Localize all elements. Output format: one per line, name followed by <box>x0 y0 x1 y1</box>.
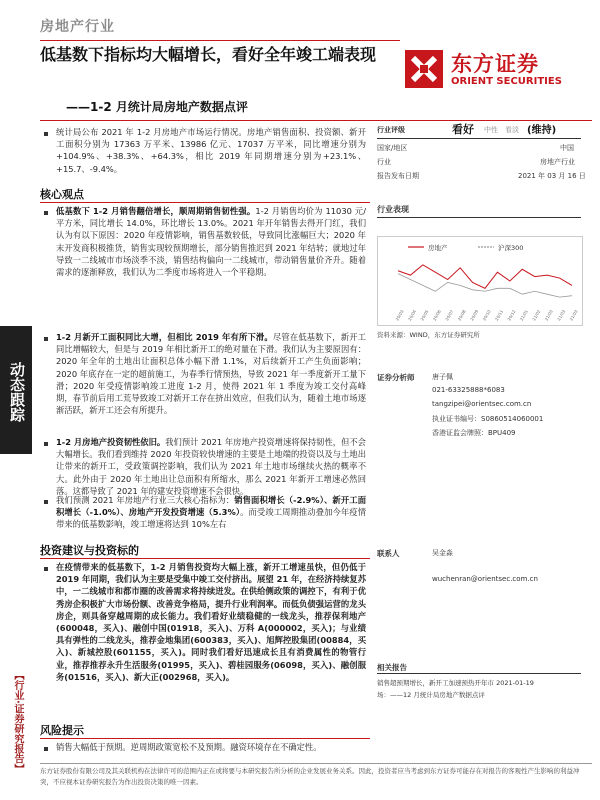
x-tick-label: 21/03 <box>543 309 554 322</box>
legend-label-1: 沪深300 <box>498 244 524 252</box>
x-tick-label: 20/09 <box>469 309 480 322</box>
core-p3-lead: 1-2 月房地产投资韧性依旧。 <box>56 437 166 447</box>
core-p3-body: 我们预计 2021 年房地产投资增速将保持韧性，但不会大幅增长。我们看到维持 2020 年投资较快增速的主要是土地端的投资以及与土地出让带来的新开工，受政策调控影响，我们认为 2021 年土地市场继续火热的概率不大。此外由于 2020 年土地出让总面积有所缩水，那么 2021 年新开工增速必然回落。这都导致了 2021 年的建安投资增速不会很快。 <box>56 437 366 496</box>
rating-label: 行业评级 <box>377 126 405 134</box>
advice-heading: 投资建议与投资标的 <box>40 544 139 557</box>
sidebar-top <box>0 0 32 326</box>
core-paragraph-4 <box>56 494 366 531</box>
logo-icon <box>405 50 443 88</box>
bullet-icon <box>44 500 48 504</box>
intro-paragraph: 统计局公布 2021 年 1-2 月房地产市场运行情况。房地产销售面积、投资额、新开工面积分别为 17363 万平米、13986 亿元、17037 万平米，同比增速分别为+104.9%、+38.3%、+64.3%，相比 2019 年同期增速分别为+23.1%、+15.7、-9.4%。 <box>56 127 366 174</box>
core-p2-lead: 1-2 月新开工面积同比大增，但相比 2019 年有所下滑。 <box>56 332 273 342</box>
perf-heading: 行业表现 <box>377 205 409 214</box>
date-value: 2021 年 03 月 16 日 <box>518 172 586 180</box>
perf-source: 资料来源：WIND，东方证券研究所 <box>377 331 480 339</box>
x-tick-label: 20/11 <box>493 309 505 322</box>
x-tick-label: 20/10 <box>481 309 492 322</box>
core-p1-body: 1-2 月销售均价为 11030 元/平方米，同比增长 14.0%，环比增长 13.0%。2021 年开年销售去得开门红，我们认为有以下原因：2020 年疫情影响，销售基数较低，导致同比涨幅巨大；2020 年末开发商积极推货，销售实现较预期增长，部分销售推迟到 2021 年结转；就地过年导致一二线城市市场淡季不淡，销售结构偏向一二线城市，带动销售量价齐升。随着需求的逐渐释放，我们认为二季度市场将进入一个平稳期。 <box>56 206 366 278</box>
page-title: 低基数下指标均大幅增长，看好全年竣工端表现 <box>40 45 377 64</box>
core-p4-intro: 我们预测 2021 年房地产行业三大核心指标为： <box>56 495 235 505</box>
rating-rule <box>377 138 581 139</box>
logo-text-cn: 东方证券 <box>451 52 539 76</box>
footer-disclaimer: 东方证券股份有限公司及其关联机构在法律许可的范围内正在或将要与本研究报告所分析的企业发展业务关系。因此，投资者应当考虑到东方证券可能存在对报告的客观性产生影响的利益冲突，不应视本证券研究报告为作出投资决策的唯一因素。 <box>40 767 580 786</box>
contact-email[interactable]: wuchenran@orientsec.com.cn <box>432 575 538 583</box>
country-label: 国家/地区 <box>377 144 408 152</box>
industry-label: 房地产行业 <box>40 19 115 35</box>
x-tick-label: 20/06 <box>431 309 442 322</box>
legend-label-0: 房地产 <box>428 244 448 252</box>
analyst-name: 唐子佩 <box>432 373 453 381</box>
industry-row-label: 行业 <box>377 158 391 166</box>
contact-label: 联系人 <box>377 549 400 558</box>
country-value: 中国 <box>560 144 574 152</box>
advice-paragraph: 在疫情带来的低基数下，1-2 月销售投资均大幅上涨，新开工增速虽快，但仍低于 2019 年同期，我们认为主要是受集中竣工交付挤出。展望 21 年，在经济持续复苏中，一二线城市和都市圈的改善需求将持续迸发。在供给侧政策的调控下，有利于优秀房企积极扩大市场份额、改善竞争格局，提升行业利润率。而低负债强运营的龙头房企，则具备穿越周期的成长能力。我们看好业绩稳健的一线龙头，推荐保利地产(600048，买入)、融创中国(01918，买入)、万科 A(000002，买入)；与业绩具有弹性的二线龙头，推荐金地集团(600383，买入)、旭辉控股集团(00884，买入)、新城控股(601155，买入)。同时我们看好迅速成长且有消费属性的物管行业，推荐推荐永升生活服务(01995，买入)、碧桂园服务(06098，买入)、融创服务(01516，买入)、新大正(002968，买入)。 <box>56 562 366 682</box>
advice-heading-rule <box>40 558 370 559</box>
analyst-hk <box>432 428 516 438</box>
cert-value: S0860514060001 <box>481 415 544 423</box>
industry-row-value: 房地产行业 <box>540 158 575 166</box>
bullet-icon <box>44 337 48 341</box>
analyst-label: 证券分析师 <box>377 373 415 382</box>
bullet-icon <box>44 132 48 136</box>
analyst-email[interactable]: tangzipei@orientsec.com.cn <box>432 400 532 408</box>
hk-value: BPU409 <box>488 429 516 437</box>
header-divider <box>40 40 400 41</box>
bullet-icon <box>44 442 48 446</box>
rating-maintain: (维持) <box>527 125 557 136</box>
bullet-icon <box>44 567 48 571</box>
performance-chart <box>377 236 583 326</box>
core-p1-lead: 低基数下 1-2 月销售翻倍增长，顺周期销售韧性强。 <box>56 206 256 216</box>
x-tick-label: 20/08 <box>456 309 467 322</box>
risk-heading: 风险提示 <box>40 724 84 737</box>
core-paragraph-1 <box>56 205 366 278</box>
core-p2-body: 尽管在低基数下，新开工同比增幅较大，但是与 2019 年相比新开工的绝对量在下滑。我们认为主要原因有：2020 年全年的土地出让面积总体小幅下滑 1.1%，对后续新开工产生负面影响；2020 年底存在一定的超前施工，为春季行情预热，导致 2021 年一季度新开工量下滑；2020 年受疫情影响竣工进度 1-2 月，使得 2021 年 1 季度为竣工交付高峰期，春节前后用工荒导致竣工对新开工存在挤出效应，但我们认为，随着土地市场逐渐活跃，新开工还会有所提升。 <box>56 332 366 416</box>
related-label: 相关报告 <box>377 663 407 672</box>
rating-value: 看好 <box>452 123 474 136</box>
date-label: 报告发布日期 <box>377 172 419 180</box>
related-report-1[interactable]: 销售超预期增长，新开工加速预热开年市 2021-01-19 <box>377 679 534 687</box>
core-heading: 核心观点 <box>40 188 84 201</box>
logo-text-en: ORIENT SECURITIES <box>451 76 562 87</box>
related-report-2[interactable]: 场：——12 月统计局房地产数据点评 <box>377 691 485 699</box>
footer-rule <box>40 763 592 764</box>
performance-chart-svg <box>378 237 582 325</box>
sidebar-section-label: 动态跟踪 <box>8 362 26 422</box>
bullet-icon <box>44 747 48 751</box>
rating-option-neutral: 中性 <box>484 126 498 134</box>
x-tick-label: 21/03 <box>568 309 579 322</box>
x-tick-label: 20/05 <box>419 309 430 322</box>
risk-heading-rule <box>40 738 370 739</box>
x-tick-label: 20/04 <box>406 309 418 322</box>
top-red-rule <box>40 120 592 121</box>
x-tick-label: 20/12 <box>506 309 517 322</box>
core-p4-tail: 。而受竣工周期推动叠加今年疫情带来的低基数影响，竣工增速将达到 10%左右 <box>56 507 366 530</box>
x-tick-label: 21/03 <box>556 309 567 322</box>
series-line-1 <box>398 274 572 297</box>
hk-label: 香港证监会牌照： <box>432 429 488 437</box>
bullet-icon <box>44 211 48 215</box>
risk-paragraph: 销售大幅低于预期。逆周期政策宽松不及预期。融资环境存在不确定性。 <box>56 742 322 752</box>
x-tick-label: 20/07 <box>444 309 455 322</box>
core-heading-rule <box>40 202 370 203</box>
core-paragraph-3 <box>56 436 366 497</box>
core-p4-forecast: 销售面积增长（-2.9%）、新开工面积增长（-1.0%）、房地产开发投资增速（5.3%） <box>56 495 366 518</box>
page-subtitle: ——1-2 月统计局房地产数据点评 <box>66 100 248 114</box>
core-paragraph-2 <box>56 331 366 416</box>
related-rule <box>377 673 581 674</box>
x-tick-label: 21/02 <box>531 309 542 322</box>
rating-option-bearish: 看淡 <box>505 126 519 134</box>
x-tick-label: 21/01 <box>518 309 529 322</box>
contact-name: 吴金淼 <box>432 549 453 557</box>
perf-rule <box>377 217 581 218</box>
series-line-0 <box>398 265 572 288</box>
sidebar-vertical-label: 【行业·证券研究报告】 <box>12 670 23 774</box>
cert-label: 执业证书编号： <box>432 415 481 423</box>
analyst-phone: 021-63325888*6083 <box>432 386 505 394</box>
analyst-cert <box>432 414 543 424</box>
x-tick-label: 20/03 <box>394 309 405 322</box>
